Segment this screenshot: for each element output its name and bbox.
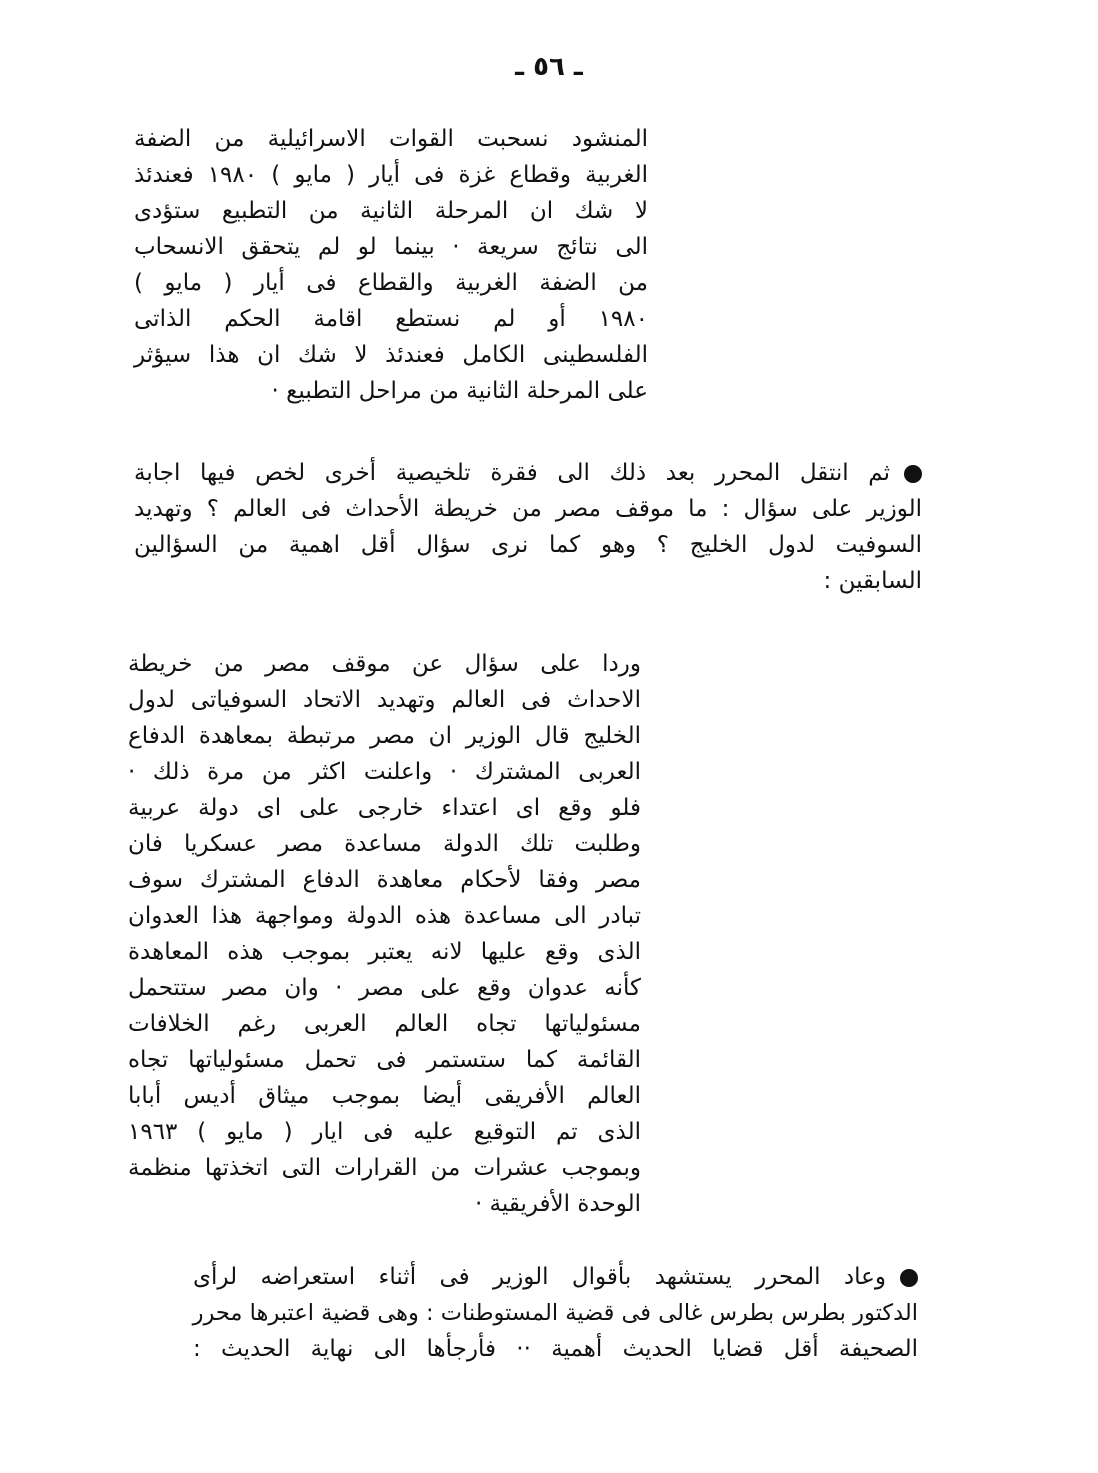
paragraph-settlement-withdrawal [134, 121, 648, 409]
text-line: السوفيت لدول الخليج ؟ وهو كما نرى سؤال أقل اهمية من السؤالين [134, 532, 922, 558]
text-line: الوحدة الأفريقية · [474, 1191, 641, 1217]
text-line: الصحيفة أقل قضايا الحديث أهمية ·· فأرجأها الى نهاية الحديث : [193, 1336, 918, 1362]
page-number: ـ ٥٦ ـ [515, 52, 583, 82]
text-line: على المرحلة الثانية من مراحل التطبيع · [271, 378, 648, 404]
text-line [134, 455, 922, 491]
text-line: العربى المشترك · واعلنت اكثر من مرة ذلك · [128, 759, 641, 785]
text-line [193, 1259, 918, 1295]
text-line: لا شك ان المرحلة الثانية من التطبيع ستؤدى [134, 198, 648, 224]
text-line: تبادر الى مساعدة هذه الدولة ومواجهة هذا العدوان [128, 903, 641, 929]
text-line: الدكتور بطرس بطرس غالى فى قضية المستوطنات : وهى قضية اعتبرها محرر [192, 1300, 918, 1326]
text-line: كأنه عدوان وقع على مصر · وان مصر ستتحمل [128, 975, 641, 1001]
text-line: الاحداث فى العالم وتهديد الاتحاد السوفياتى لدول [128, 687, 641, 713]
text-line: القائمة كما ستستمر فى تحمل مسئولياتها تجاه [128, 1047, 641, 1073]
text-line: مسئولياتها تجاه العالم العربى رغم الخلافات [128, 1011, 641, 1037]
text-line-content: ثم انتقل المحرر بعد ذلك الى فقرة تلخيصية أخرى لخص فيها اجابة [134, 460, 890, 486]
text-line: الخليج قال الوزير ان مصر مرتبطة بمعاهدة الدفاع [128, 723, 641, 749]
text-line: الى نتائج سريعة · بينما لو لم يتحقق الانسحاب [134, 234, 648, 260]
text-line: وردا على سؤال عن موقف مصر من خريطة [128, 651, 641, 677]
bullet-icon [904, 465, 922, 483]
text-line: مصر وفقا لأحكام معاهدة الدفاع المشترك سوف [128, 867, 641, 893]
paragraph-minister-answer [128, 646, 641, 1222]
paragraph-settlements-issue [193, 1259, 918, 1367]
text-line: الذى تم التوقيع عليه فى ايار ( مايو ) ١٩٦٣ [128, 1119, 641, 1145]
text-line: من الضفة الغربية والقطاع فى أيار ( مايو ) [134, 270, 648, 296]
text-line: وبموجب عشرات من القرارات التى اتخذتها منظمة [128, 1155, 641, 1181]
text-line-content: وعاد المحرر يستشهد بأقوال الوزير فى أثناء استعراضه لرأى [193, 1264, 886, 1290]
text-line: الذى وقع عليها لانه يعتبر بموجب هذه المعاهدة [128, 939, 641, 965]
text-line: الوزير على سؤال : ما موقف مصر من خريطة الأحداث فى العالم ؟ وتهديد [134, 496, 922, 522]
text-line: العالم الأفريقى أيضا بموجب ميثاق أديس أبابا [128, 1083, 641, 1109]
text-line: فلو وقع اى اعتداء خارجى على اى دولة عربية [128, 795, 641, 821]
paragraph-editor-summary [134, 455, 922, 599]
bullet-icon [900, 1269, 918, 1287]
text-line: وطلبت تلك الدولة مساعدة مصر عسكريا فان [128, 831, 641, 857]
text-line: الفلسطينى الكامل فعندئذ لا شك ان هذا سيؤثر [134, 342, 648, 368]
text-line: السابقين : [823, 568, 922, 594]
text-line: ١٩٨٠ أو لم نستطع اقامة الحكم الذاتى [134, 306, 648, 332]
text-line: الغربية وقطاع غزة فى أيار ( مايو ) ١٩٨٠ فعندئذ [134, 162, 648, 188]
text-line: المنشود نسحبت القوات الاسرائيلية من الضفة [134, 126, 648, 152]
